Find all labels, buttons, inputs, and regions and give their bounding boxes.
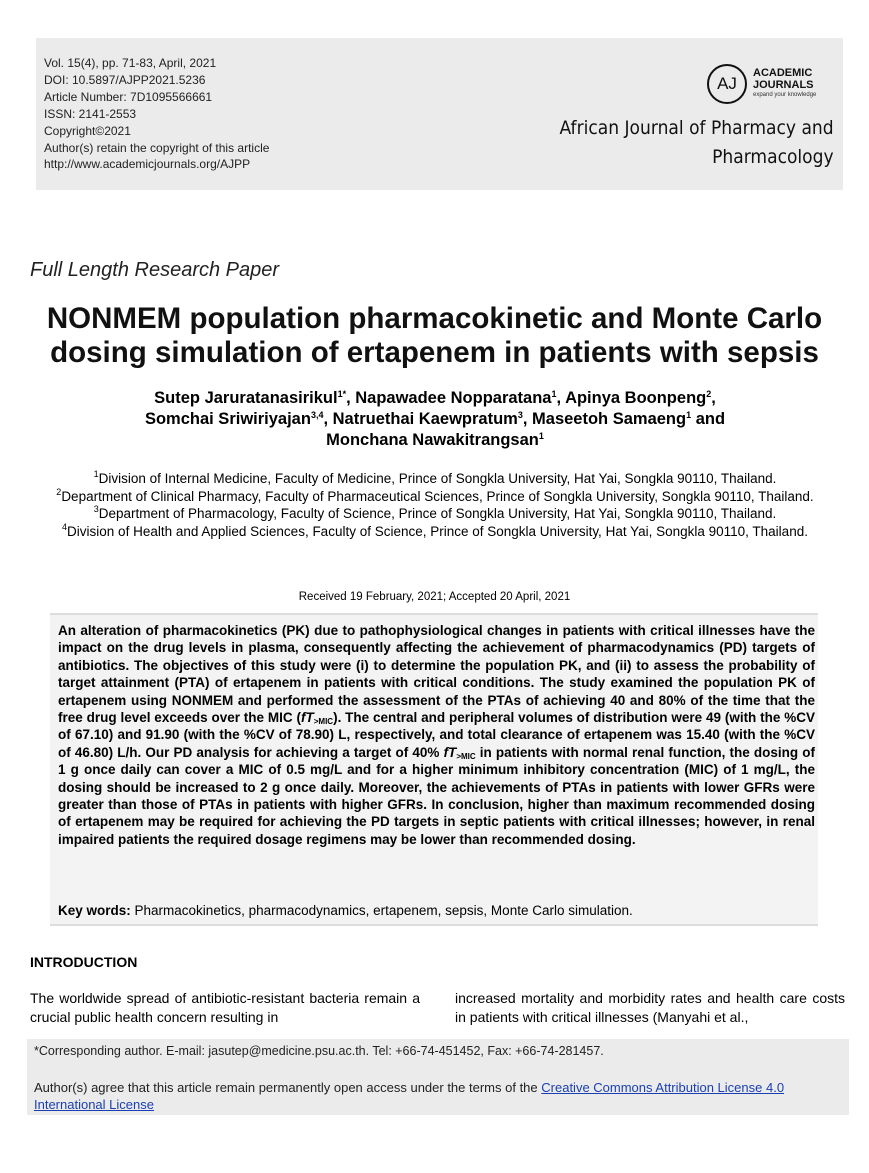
author-sep: and [691, 410, 726, 428]
academic-journals-logo [707, 64, 837, 106]
affiliation-number: 1 [93, 469, 99, 479]
author-name: Somchai Sriwiriyajan [144, 410, 311, 428]
abstract-text-part: An alteration of pharmacokinetics (PK) due to pathophysiological changes in patients with critical illnesses have the impact on the drug levels in plasma, consequently affecting the achievement of pharmacodynamics (PD) targets of antibiotics. The objectives of this study were (i) to determine the population PK, and (ii) to assess the probability of target attainment (PTA) of ertapenem in patients with critical conditions. The study examined the population PK of ertapenem using NONMEM and performed the assessment of the PTAs of achieving 40 and 80% of the time that the free drug level exceeds over the MIC ( [58, 623, 815, 726]
author-name: Sutep Jaruratanasirikul [154, 389, 338, 407]
logo-tagline: expand your knowledge [753, 92, 817, 98]
affiliation-number: 2 [56, 486, 62, 497]
affiliation-item [30, 523, 840, 541]
meta-rights: Author(s) retain the copyright of this article [44, 140, 270, 155]
logo-line2: JOURNALS [753, 79, 814, 91]
abstract-subscript: >MIC [313, 717, 334, 727]
author-affil: 1 [538, 431, 544, 441]
meta-article-number: Article Number: 7D1095566661 [44, 89, 213, 104]
affiliation-item [30, 488, 840, 506]
keywords-text: Pharmacokinetics, pharmacodynamics, ertapenem, sepsis, Monte Carlo simulation. [130, 903, 633, 918]
body-column-left: The worldwide spread of antibiotic-resistant bacteria remain a crucial public health concern resulting in [30, 990, 420, 1025]
meta-copyright: Copyright©2021 [44, 123, 131, 138]
section-heading-introduction: INTRODUCTION [30, 954, 138, 970]
footer-notes [27, 1039, 849, 1115]
meta-volume: Vol. 15(4), pp. 71-83, April, 2021 [44, 56, 217, 70]
received-dates: Received 19 February, 2021; Accepted 20 April, 2021 [298, 591, 571, 603]
author-sep: , [711, 389, 716, 407]
author-name: Maseetoh Samaeng [532, 410, 687, 428]
author-name: Natruethai Kaewpratum [332, 410, 518, 428]
author-name: Napawadee Nopparatana [355, 389, 552, 407]
paper-type: Full Length Research Paper [30, 259, 280, 281]
author-sep: , [323, 410, 333, 428]
license-notice [34, 1079, 844, 1113]
author-affil: 3 [517, 410, 523, 420]
license-text: Author(s) agree that this article remain permanently open access under the terms of the [34, 1080, 542, 1095]
meta-issn: ISSN: 2141-2553 [44, 106, 137, 121]
author-name: Monchana Nawakitrangsan [326, 431, 539, 449]
abstract-subscript: >MIC [456, 751, 476, 761]
author-affil: 1* [337, 389, 347, 399]
author-sep: , [522, 410, 533, 428]
author-sep: , [556, 389, 566, 407]
affiliations [30, 470, 840, 540]
author-name: Apinya Boonpeng [565, 389, 707, 407]
author-line1 [60, 388, 810, 409]
author-line3 [60, 430, 810, 451]
author-affil: 3,4 [310, 410, 324, 420]
journal-name-line2: Pharmacology [712, 146, 834, 168]
license-link[interactable]: Creative Commons Attribution License 4.0 International License [34, 1080, 785, 1112]
affiliation-item [30, 470, 840, 488]
affiliation-text: Division of Health and Applied Sciences, Faculty of Science, Prince of Songkla University, Hat Yai, Songkla 90110, Thailand. [67, 523, 808, 539]
meta-url[interactable]: http://www.academicjournals.org/AJPP [44, 157, 251, 172]
author-affil: 1 [686, 410, 692, 420]
affiliation-number: 3 [93, 504, 99, 514]
meta-doi: DOI: 10.5897/AJPP2021.5236 [44, 72, 206, 87]
author-affil: 1 [551, 389, 557, 399]
abstract-text-part: in patients with normal renal function, the dosing of 1 g once daily can cover a MIC of 0.5 mg/L and for a higher minimum inhibitory concentration (MIC) of 1 mg/L, the dosing should be increased to 2 g once daily. Moreover, the achievements of PTAs in patients with lower GFRs were greater than those of PTAs in patients with higher GFRs. In conclusion, higher than maximum recommended dosing of ertapenem may be required for achieving the PD targets in septic patients with critical illnesses; however, in renal impaired patients the required dosage regimens may be lower than recommended dosing. [58, 744, 815, 847]
paper-title [0, 302, 869, 370]
affiliation-text: Department of Pharmacology, Faculty of Science, Prince of Songkla University, Hat Yai, Songkla 90110, Thailand. [98, 506, 777, 521]
abstract-ft-symbol: fT [300, 710, 314, 726]
author-sep: , [346, 389, 356, 407]
abstract-text-part: ). The central and peripheral volumes of distribution were 49 (with the %CV of 67.10) and 91.90 (with the %CV of 78.90) L, respectively, and total clearance of ertapenem was 15.40 (with the %CV of 46.80) L/h. Our PD analysis for achieving a target of 40% [58, 710, 815, 760]
aj-logo-icon: AJ [707, 64, 747, 104]
title-line1: NONMEM population pharmacokinetic and Monte Carlo [46, 302, 823, 335]
journal-header [36, 38, 843, 190]
author-affil: 2 [706, 389, 712, 399]
logo-wordmark [753, 67, 816, 99]
title-line2: dosing simulation of ertapenem in patients with sepsis [50, 336, 819, 369]
affiliation-text: Division of Internal Medicine, Faculty of Medicine, Prince of Songkla University, Hat Yai, Songkla 90110, Thailand. [98, 471, 777, 486]
keywords [58, 903, 633, 918]
affiliation-number: 4 [62, 521, 68, 532]
logo-line1: ACADEMIC [753, 67, 813, 79]
affiliation-text: Department of Clinical Pharmacy, Faculty of Pharmaceutical Sciences, Prince of Songkla University, Songkla 90110, Thailand. [61, 488, 814, 504]
corresponding-author: *Corresponding author. E-mail: jasutep@medicine.psu.ac.th. Tel: +66-74-451452, Fax: +66-74-281457. [34, 1044, 604, 1058]
abstract-ft-symbol: fT [443, 744, 457, 760]
journal-name-line1: African Journal of Pharmacy and [559, 117, 834, 139]
article-metadata [44, 55, 269, 173]
keywords-label: Key words: [58, 903, 131, 918]
author-line2 [60, 409, 810, 430]
abstract-box [50, 613, 818, 926]
abstract [58, 622, 815, 848]
journal-name [560, 114, 834, 172]
body-column-right: increased mortality and morbidity rates and health care costs in patients with critical illnesses (Manyahi et al., [455, 990, 845, 1025]
author-list [60, 388, 810, 451]
affiliation-item [30, 505, 840, 523]
